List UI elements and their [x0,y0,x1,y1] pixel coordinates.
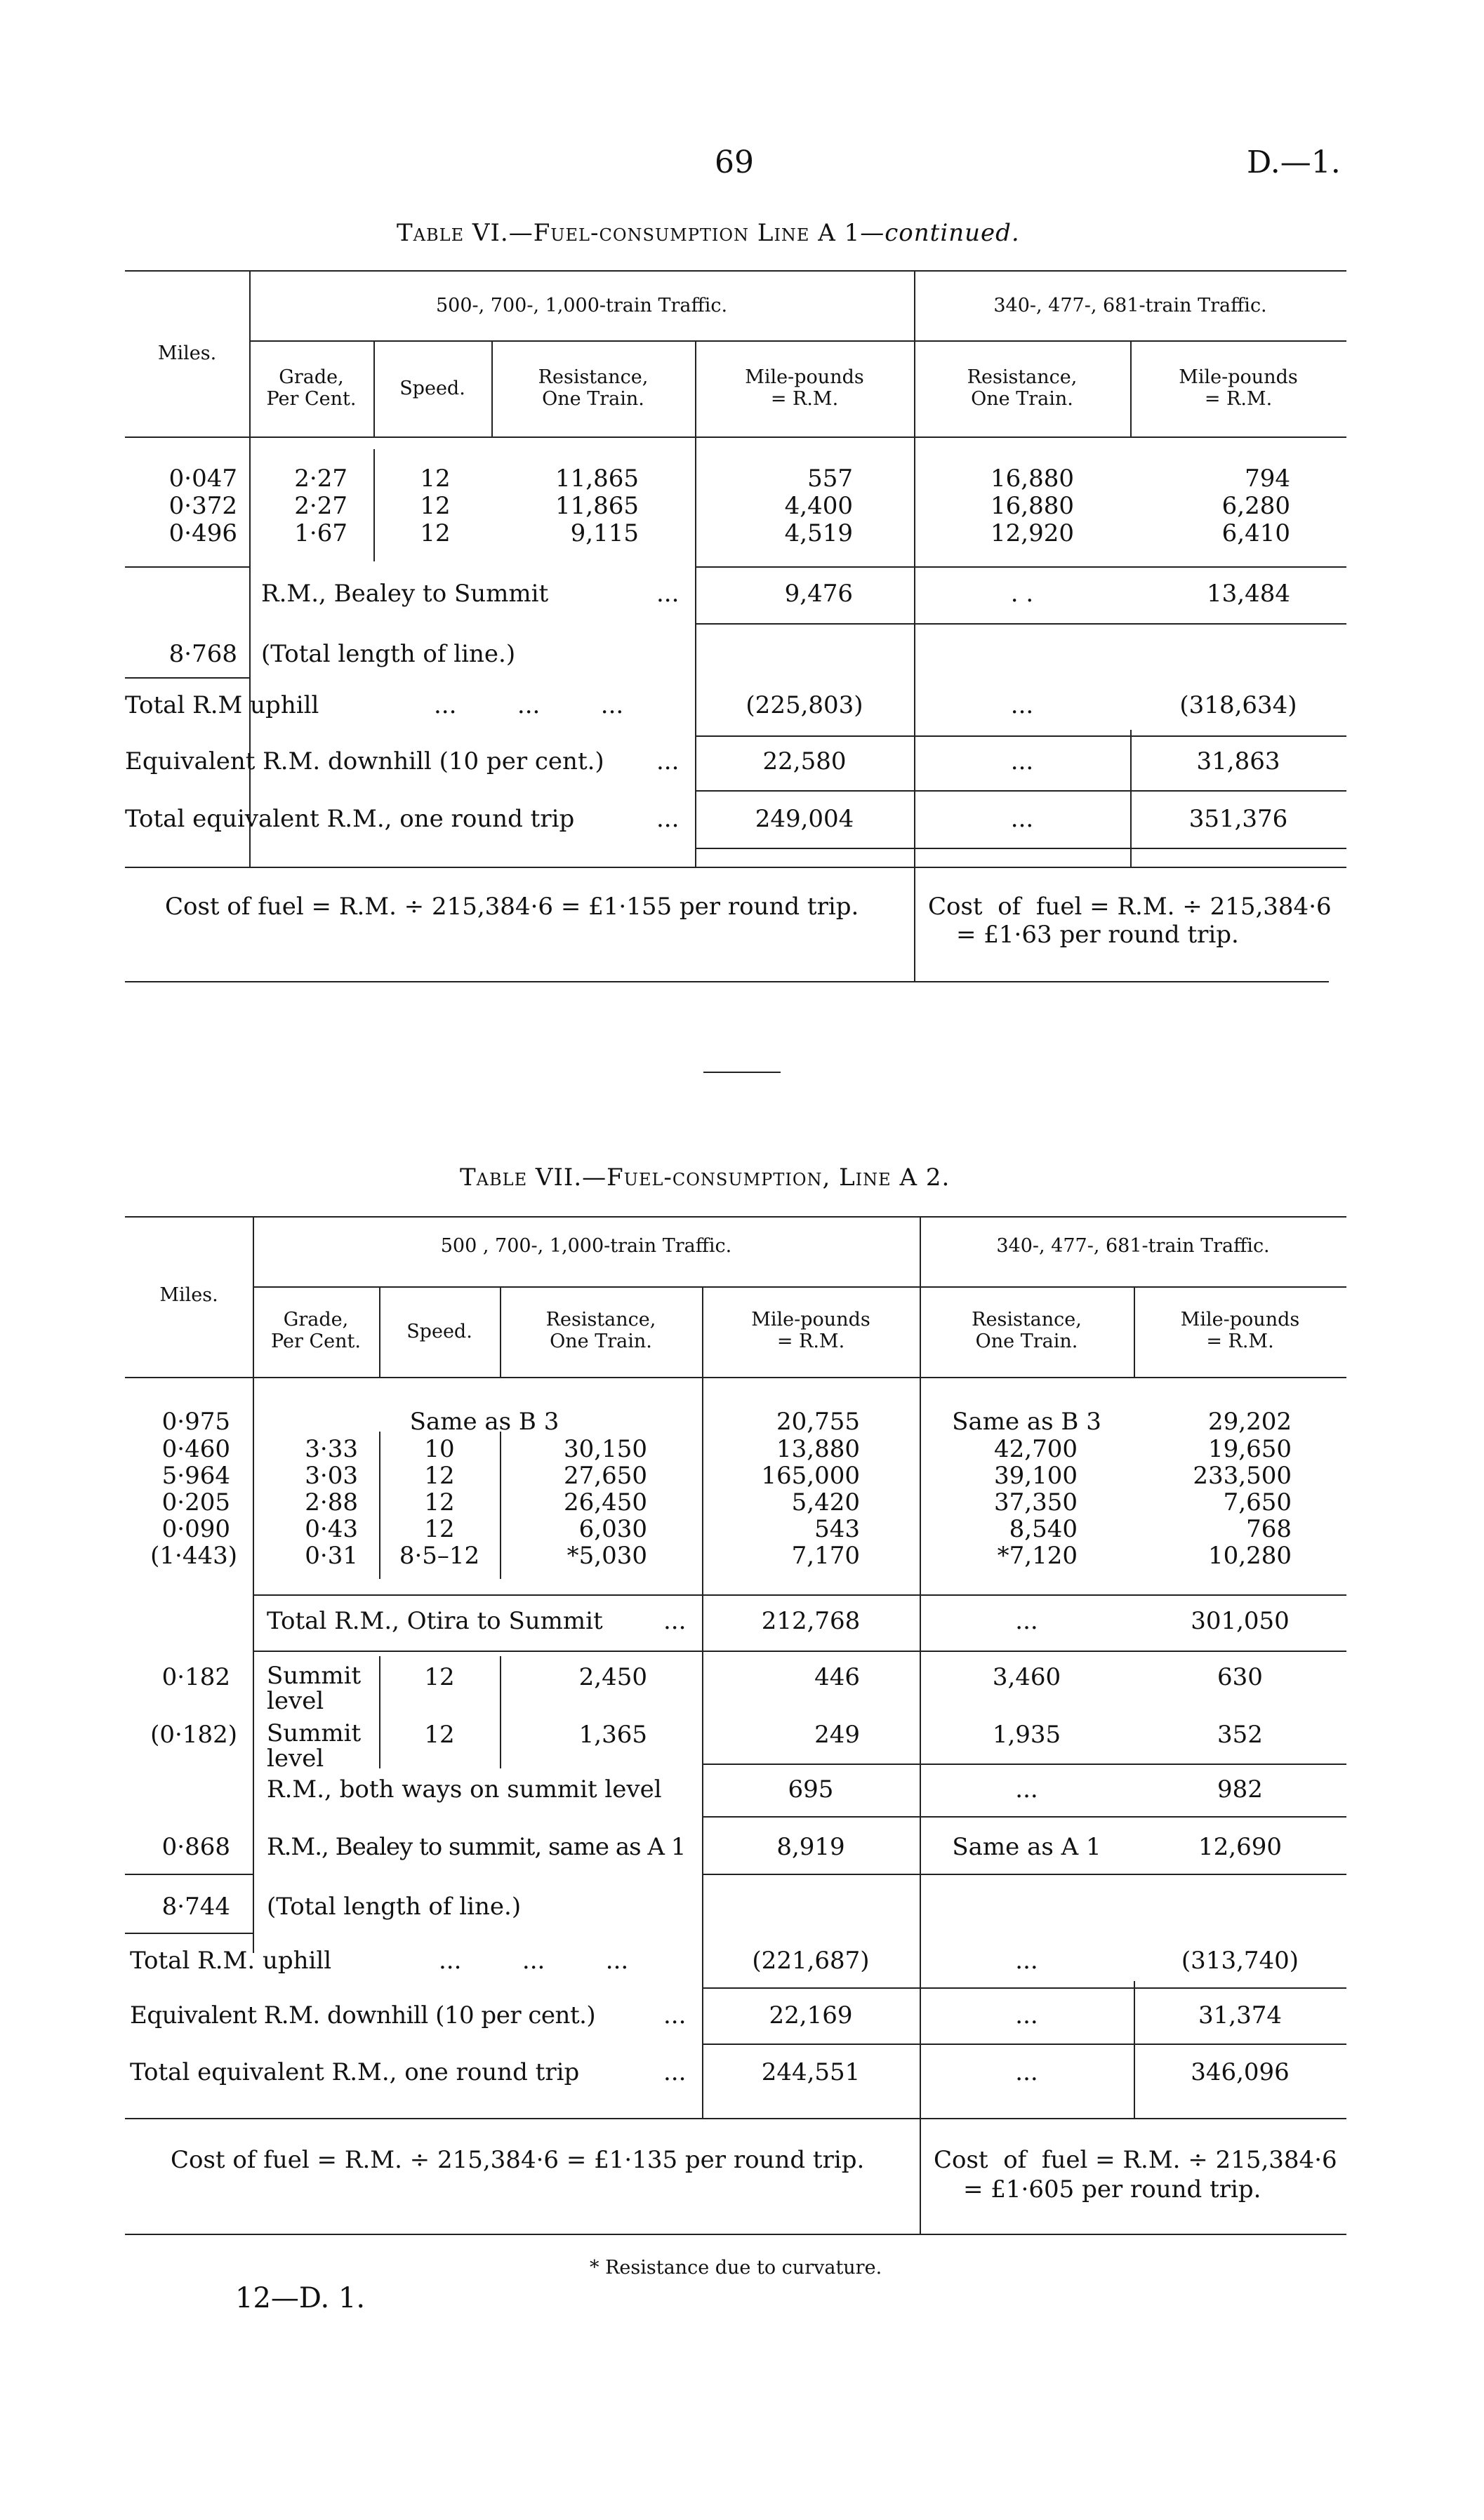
otira-label: Total R.M., Otira to Summit [267,1607,603,1635]
col-resistance: Resistance, One Train. [538,366,649,410]
downhill-value: 22,169 [769,2001,853,2029]
cost-of-fuel-2a: Cost of fuel = R.M. ÷ 215,384·6 [934,2146,1337,2174]
col-mile-pounds: Mile-pounds = R.M. [751,1309,870,1352]
uphill-value: (221,687) [752,1947,870,1975]
resistance-2: 42,700 [994,1435,1078,1463]
mile-pounds-2: 6,280 [1221,492,1290,520]
resistance: 26,450 [564,1488,647,1516]
summit-resistance-1: 2,450 [578,1663,647,1691]
table7-title: Table VII.—Fuel-consumption, Line A 2. [460,1164,950,1192]
mile-pounds: 557 [807,465,853,493]
uphill-mid: ... [1015,1947,1038,1975]
miles: 0·496 [168,519,237,547]
speed: 12 [424,1515,455,1543]
group-header-2: 340-, 477-, 681-train Traffic. [996,1235,1270,1257]
summit-mp-2: 249 [814,1721,860,1749]
summit-speed-1: 12 [424,1663,455,1691]
grade: 3·03 [305,1462,358,1490]
grade: 2·27 [294,465,347,493]
uphill-value: (225,803) [746,691,863,719]
downhill-value-2: 31,863 [1196,747,1280,775]
mile-pounds-2: 10,280 [1208,1542,1292,1570]
rm-bealey-mid: . . [1010,580,1034,608]
summit-mp-1: 446 [814,1663,860,1691]
resistance: *5,030 [567,1542,647,1570]
speed: 12 [420,465,451,493]
resistance-2: Same as B 3 [952,1408,1101,1436]
total-miles: 8·744 [161,1893,230,1921]
round-trip-mid: ... [1010,805,1034,833]
col-mile-pounds-2: Mile-pounds = R.M. [1180,1309,1300,1352]
downhill-label: Equivalent R.M. downhill (10 per cent.) [130,2001,596,2029]
resistance-2: *7,120 [997,1542,1078,1570]
speed: 12 [424,1488,455,1516]
footnote: * Resistance due to curvature. [590,2257,882,2279]
miles: 5·964 [161,1462,230,1490]
downhill-value-2: 31,374 [1198,2001,1282,2029]
col-miles: Miles. [159,1284,218,1306]
round-trip-value: 249,004 [755,805,854,833]
uphill-mid: ... [1010,691,1034,719]
resistance-2: 8,540 [1009,1515,1078,1543]
mile-pounds: 165,000 [761,1462,860,1490]
table6-title [397,219,1020,247]
bealey-value: 8,919 [776,1833,845,1861]
both-ways-value: 695 [788,1775,834,1804]
round-trip-mid: ... [1015,2058,1038,2086]
col-resistance: Resistance, One Train. [545,1309,656,1352]
col-mile-pounds: Mile-pounds = R.M. [745,366,864,410]
col-speed: Speed. [399,378,465,399]
section-divider [703,1072,781,1073]
table6-title-main: Table VI.—Fuel-consumption Line A 1— [397,219,885,247]
resistance: 6,030 [578,1515,647,1543]
cost-of-fuel-1: Cost of fuel = R.M. ÷ 215,384·6 = £1·135 per round trip. [171,2146,865,2174]
both-ways-value-2: 982 [1217,1775,1263,1804]
grade: 3·33 [305,1435,358,1463]
round-trip-value-2: 346,096 [1191,2058,1290,2086]
group-header-2: 340-, 477-, 681-train Traffic. [993,295,1267,316]
mile-pounds: 4,400 [784,492,853,520]
round-trip-label: Total equivalent R.M., one round trip [130,2058,580,2086]
miles: 0·047 [168,465,237,493]
bealey-value-2: 12,690 [1198,1833,1282,1861]
uphill-value-2: (318,634) [1179,691,1297,719]
bealey-miles: 0·868 [161,1833,230,1861]
document-reference: D.—1. [1247,145,1341,180]
speed: 10 [424,1435,455,1463]
total-length-label: (Total length of line.) [261,640,516,668]
mile-pounds-2: 794 [1245,465,1290,493]
resistance-2: 37,350 [994,1488,1078,1516]
cost-of-fuel-2a: Cost of fuel = R.M. ÷ 215,384·6 [928,893,1332,921]
miles: 0·460 [161,1435,230,1463]
col-speed: Speed. [406,1321,472,1342]
total-length-label: (Total length of line.) [267,1893,522,1921]
speed: 12 [420,492,451,520]
resistance: 11,865 [555,465,639,493]
resistance-2: 16,880 [991,465,1074,493]
miles: 0·090 [161,1515,230,1543]
grade: 1·67 [294,519,347,547]
mile-pounds-2: 768 [1246,1515,1292,1543]
mile-pounds: 4,519 [784,519,853,547]
uphill-value-2: (313,740) [1181,1947,1299,1975]
summit-resistance-2-2: 1,935 [992,1721,1061,1749]
col-resistance-2: Resistance, One Train. [967,366,1078,410]
grade: 0·31 [305,1542,358,1570]
same-as-b3: Same as B 3 [409,1408,559,1436]
mile-pounds-2: 19,650 [1208,1435,1292,1463]
downhill-label: Equivalent R.M. downhill (10 per cent.) [125,747,604,775]
mile-pounds-2: 6,410 [1221,519,1290,547]
mile-pounds: 13,880 [776,1435,860,1463]
both-ways-label: R.M., both ways on summit level [267,1775,662,1804]
round-trip-value: 244,551 [761,2058,861,2086]
speed: 12 [420,519,451,547]
rm-bealey-value: 9,476 [784,580,853,608]
dots: ... ... ... [434,691,624,719]
col-grade: Grade, Per Cent. [266,366,357,410]
both-ways-mid: ... [1015,1775,1038,1804]
cost-of-fuel-2b: = £1·63 per round trip. [956,921,1239,949]
resistance-2: 16,880 [991,492,1074,520]
dots: ... [656,805,680,833]
summit-level-label-1: Summit level [267,1662,362,1715]
mile-pounds-2: 29,202 [1208,1408,1292,1436]
total-miles: 8·768 [168,640,237,668]
dots: ... [663,1607,687,1635]
dots: ... [656,747,680,775]
miles: (1·443) [150,1542,237,1570]
col-grade: Grade, Per Cent. [271,1309,361,1352]
dots: ... [663,2058,687,2086]
speed: 12 [424,1462,455,1490]
mile-pounds: 7,170 [791,1542,860,1570]
resistance: 11,865 [555,492,639,520]
mile-pounds: 543 [814,1515,860,1543]
col-miles: Miles. [157,342,217,364]
miles: 0·372 [168,492,237,520]
rm-bealey-label: R.M., Bealey to Summit [261,580,549,608]
speed: 8·5–12 [399,1542,480,1570]
grade: 0·43 [305,1515,358,1543]
uphill-label: Total R.M uphill [125,691,319,719]
summit-speed-2: 12 [424,1721,455,1749]
group-header-1: 500 , 700-, 1,000-train Traffic. [440,1235,732,1257]
summit-miles-1: 0·182 [161,1663,230,1691]
downhill-mid: ... [1015,2001,1038,2029]
otira-value-2: 301,050 [1191,1607,1290,1635]
bealey-label: R.M., Bealey to summit, same as A 1 [267,1833,686,1861]
otira-mid: ... [1015,1607,1038,1635]
page-number: 69 [715,145,754,180]
downhill-value: 22,580 [762,747,847,775]
cost-of-fuel-1: Cost of fuel = R.M. ÷ 215,384·6 = £1·155 per round trip. [165,893,859,921]
group-header-1: 500-, 700-, 1,000-train Traffic. [435,295,728,316]
mile-pounds: 5,420 [791,1488,860,1516]
cost-of-fuel-2b: = £1·605 per round trip. [963,2175,1261,2204]
resistance: 27,650 [564,1462,647,1490]
summit-mp-2-1: 630 [1217,1663,1263,1691]
summit-mp-2-2: 352 [1217,1721,1263,1749]
miles: 0·975 [161,1408,230,1436]
table6-title-continued: continued. [885,219,1020,247]
grade: 2·27 [294,492,347,520]
resistance: 30,150 [564,1435,647,1463]
uphill-label: Total R.M. uphill [130,1947,332,1975]
summit-resistance-2-1: 3,460 [992,1663,1061,1691]
col-mile-pounds-2: Mile-pounds = R.M. [1179,366,1298,410]
mile-pounds-2: 7,650 [1223,1488,1292,1516]
resistance-2: 12,920 [991,519,1074,547]
summit-level-label-2: Summit level [267,1719,362,1773]
round-trip-label: Total equivalent R.M., one round trip [125,805,575,833]
round-trip-value-2: 351,376 [1188,805,1288,833]
signature-mark: 12—D. 1. [235,2282,366,2314]
mile-pounds: 20,755 [776,1408,860,1436]
otira-value: 212,768 [761,1607,861,1635]
dots: ... [663,2001,687,2029]
grade: 2·88 [305,1488,358,1516]
downhill-mid: ... [1010,747,1034,775]
col-resistance-2: Resistance, One Train. [972,1309,1082,1352]
bealey-mid: Same as A 1 [952,1833,1101,1861]
rm-bealey-value-2: 13,484 [1207,580,1290,608]
dots: ... [656,580,680,608]
dots: ... ... ... [439,1947,629,1975]
summit-resistance-2: 1,365 [578,1721,647,1749]
mile-pounds-2: 233,500 [1193,1462,1292,1490]
summit-miles-2: (0·182) [150,1721,237,1749]
miles: 0·205 [161,1488,230,1516]
resistance-2: 39,100 [994,1462,1078,1490]
resistance: 9,115 [570,519,639,547]
